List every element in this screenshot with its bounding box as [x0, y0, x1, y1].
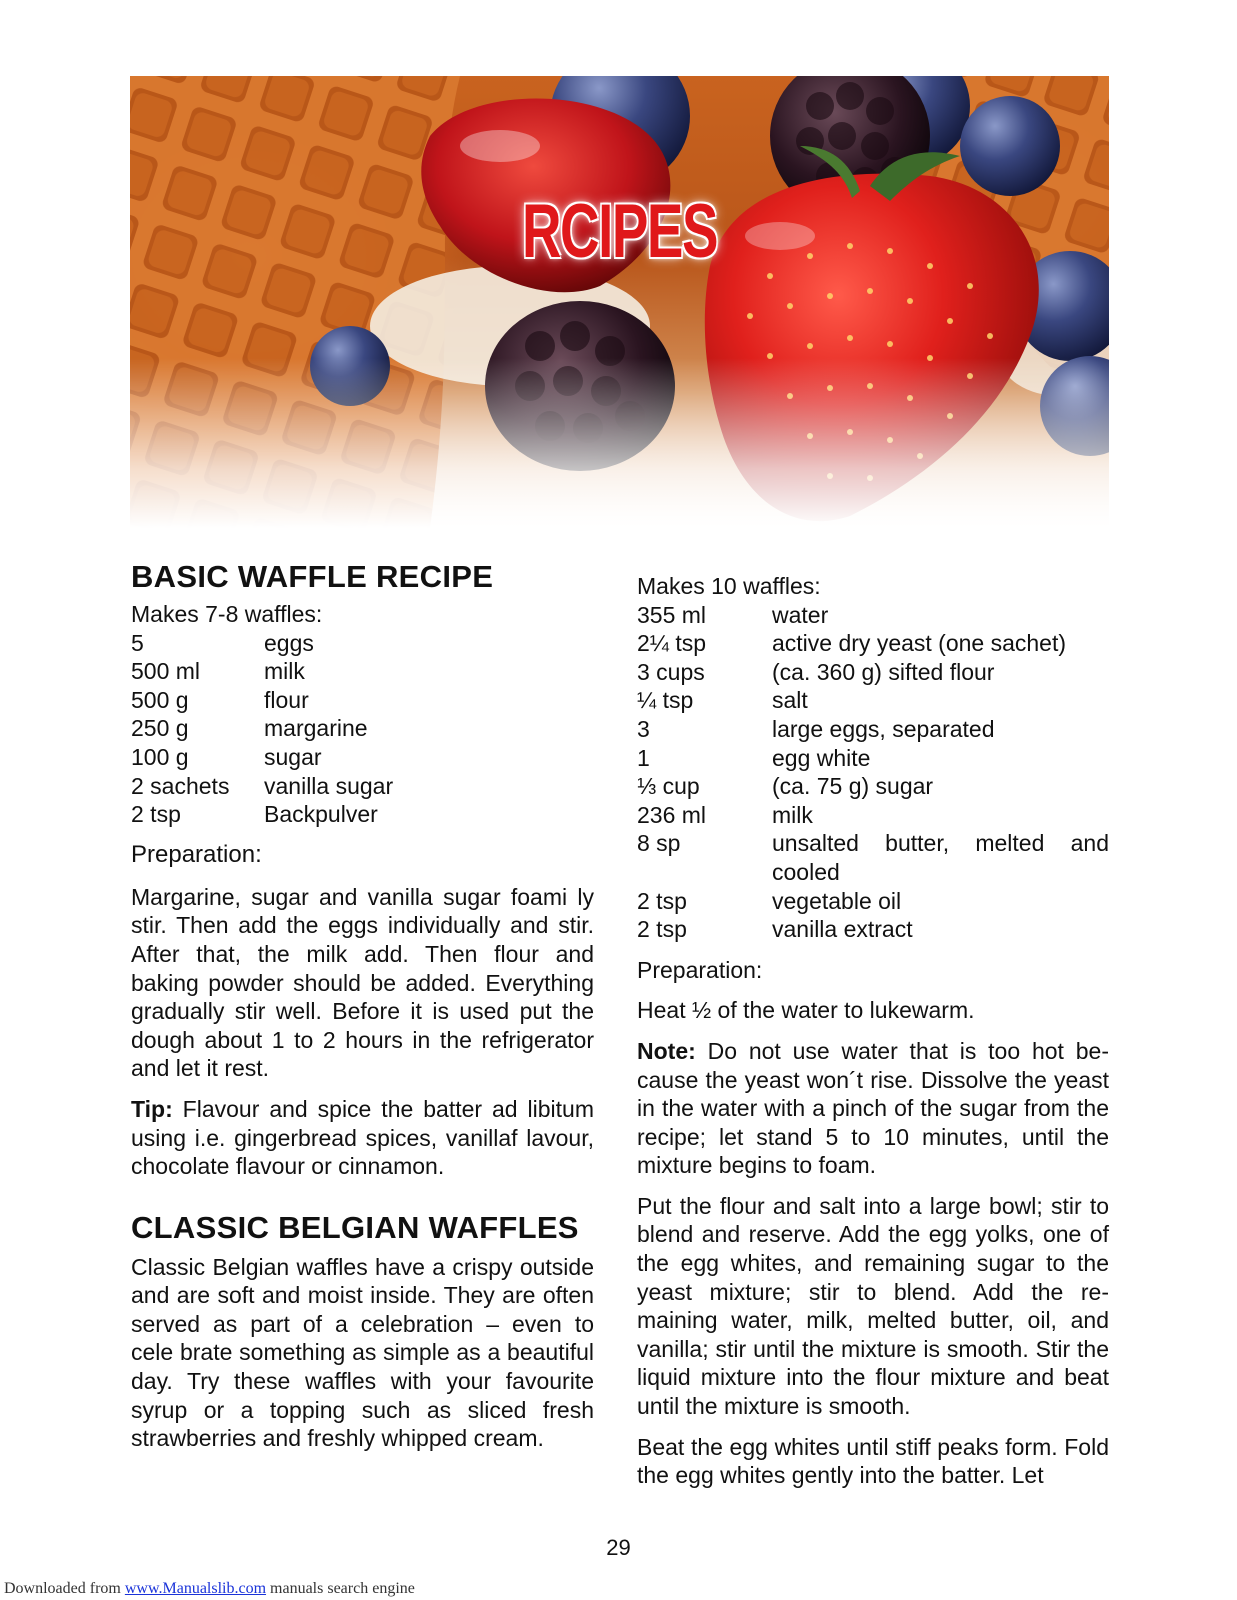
ingredient-quantity: 500 ml — [131, 658, 201, 685]
tip-text: Flavour and spice the batter ad libitum using i.e. gingerbread spices, vanillaf lavour, chocolate flavour or cinnamon. — [131, 1095, 594, 1180]
belgian-waffles-step-2: Put the flour and salt into a large bowl; stir to blend and reserve. Add the egg yolks, one of the egg whites, and remaining sugar to the yeast mixture; stir to blend. Add the re maining water, milk, melted butter, oil, and vanilla; stir until the mixture is smooth. Stir the liquid mixture into the flour mixture and beat until the mixture is smooth. — [637, 1192, 1109, 1420]
ingredient-quantity: 236 ml — [637, 801, 707, 828]
ingredient-quantity: 355 ml — [637, 601, 707, 628]
ingredient-quantity: 8 sp — [637, 830, 681, 857]
ingredient-name: salt — [772, 687, 808, 714]
note-text: Do not use water that is too hot be cause the yeast won´t rise. Dissolve the yeast in the water with a pinch of the sugar from the recipe; let stand 5 to 10 minutes, until the mixture begins to foam. — [637, 1037, 1109, 1179]
ingredient-quantity: 3 cups — [637, 658, 705, 685]
belgian-waffles-preparation-heading: Preparation: — [637, 956, 763, 983]
ingredient-quantity: ⅓ cup — [637, 773, 700, 800]
ingredient-name: Backpulver — [264, 801, 378, 828]
ingredient-name: (ca. 75 g) sugar — [772, 773, 934, 800]
ingredient-row — [637, 887, 1109, 916]
basic-waffle-title: BASIC WAFFLE RECIPE — [131, 559, 494, 594]
ingredient-quantity: 2 sachets — [131, 772, 230, 799]
ingredient-quantity: 2 tsp — [637, 916, 687, 943]
ingredient-name: water — [772, 601, 829, 628]
download-credit-prefix: Downloaded from — [4, 1580, 125, 1597]
ingredient-name: unsalted butter, melted and cooled — [772, 830, 1109, 885]
ingredient-row — [131, 657, 594, 686]
basic-waffle-ingredients — [131, 629, 594, 829]
basic-waffle-tip — [131, 1095, 594, 1181]
ingredient-name: margarine — [264, 715, 368, 742]
belgian-waffles-step-1: Heat ½ of the water to lukewarm. — [637, 997, 975, 1024]
ingredient-name: large eggs, separated — [772, 715, 995, 742]
ingredient-row — [131, 743, 594, 772]
belgian-waffles-title: CLASSIC BELGIAN WAFFLES — [131, 1209, 579, 1245]
ingredient-row — [637, 915, 1109, 944]
ingredient-row — [637, 829, 1109, 886]
ingredient-row — [637, 601, 1109, 630]
ingredient-name: egg white — [772, 744, 871, 771]
download-credit — [4, 1580, 415, 1598]
ingredient-name: milk — [264, 658, 305, 685]
ingredient-quantity: ¼ tsp — [637, 687, 694, 714]
ingredient-quantity: 2 tsp — [131, 801, 181, 828]
belgian-waffles-intro: Classic Belgian waffles have a crispy outside and are soft and moist inside. They are often served as part of a celebration – even to cele brate something as simple as a beautiful day. Try these waffles with your favourite syrup or a topping such as sliced fresh strawberries and freshly whipped cream. — [131, 1253, 594, 1452]
basic-waffle-preparation-heading: Preparation: — [131, 840, 262, 868]
ingredient-row — [131, 772, 594, 801]
page-number: 29 — [606, 1535, 631, 1560]
manualslib-link[interactable]: www.Manualslib.com — [124, 1580, 267, 1597]
tip-label: Tip: — [131, 1095, 173, 1122]
ingredient-name: eggs — [264, 629, 314, 656]
ingredient-row — [637, 715, 1109, 744]
ingredient-quantity: 2¼ tsp — [637, 630, 707, 657]
ingredient-row — [637, 744, 1109, 773]
ingredient-name: sugar — [264, 743, 322, 770]
ingredient-name: active dry yeast (one sachet) — [772, 630, 1067, 657]
ingredient-quantity: 100 g — [131, 743, 189, 770]
basic-waffle-yield: Makes 7-8 waffles: — [131, 601, 323, 627]
belgian-waffles-yield: Makes 10 waffles: — [637, 573, 821, 599]
ingredient-row — [637, 686, 1109, 715]
ingredient-name: milk — [772, 801, 813, 828]
belgian-waffles-step-3: Beat the egg whites until stiff peaks form. Fold the egg whites gently into the batter. Let — [637, 1433, 1109, 1489]
ingredient-quantity: 1 — [637, 744, 650, 771]
banner-fade-overlay — [130, 358, 1109, 528]
ingredient-quantity: 5 — [131, 629, 144, 656]
ingredient-quantity: 3 — [637, 715, 650, 742]
ingredient-quantity: 2 tsp — [637, 887, 687, 914]
ingredient-quantity: 250 g — [131, 715, 189, 742]
ingredient-name: vanilla extract — [772, 916, 913, 943]
ingredient-row — [131, 714, 594, 743]
recipes-banner-image — [130, 76, 1109, 528]
ingredient-name: flour — [264, 686, 309, 713]
ingredient-quantity: 500 g — [131, 686, 189, 713]
ingredient-row — [637, 801, 1109, 830]
ingredient-row — [131, 800, 594, 829]
left-column — [131, 558, 594, 1453]
ingredient-row — [131, 629, 594, 658]
note-label: Note: — [637, 1037, 696, 1064]
ingredient-name: vegetable oil — [772, 887, 902, 914]
ingredient-row — [637, 629, 1109, 658]
belgian-waffles-note — [637, 1037, 1109, 1180]
recipes-title: RCIPES — [521, 189, 718, 274]
ingredient-row — [637, 772, 1109, 801]
ingredient-name: (ca. 360 g) sifted flour — [772, 658, 995, 685]
belgian-waffles-ingredients — [637, 601, 1109, 944]
download-credit-suffix: manuals search engine — [266, 1580, 415, 1597]
ingredient-name: vanilla sugar — [264, 772, 394, 799]
right-column — [637, 572, 1109, 1490]
ingredient-row — [131, 686, 594, 715]
ingredient-row — [637, 658, 1109, 687]
basic-waffle-preparation-text: Margarine, sugar and vanilla sugar foami ly stir. Then add the eggs individually and stir. After that, the milk add. Then flour and baking powder should be added. Everything gradually stir well. Before it is used put the dough about 1 to 2 hours in the refrigerator and let it rest. — [131, 883, 594, 1082]
